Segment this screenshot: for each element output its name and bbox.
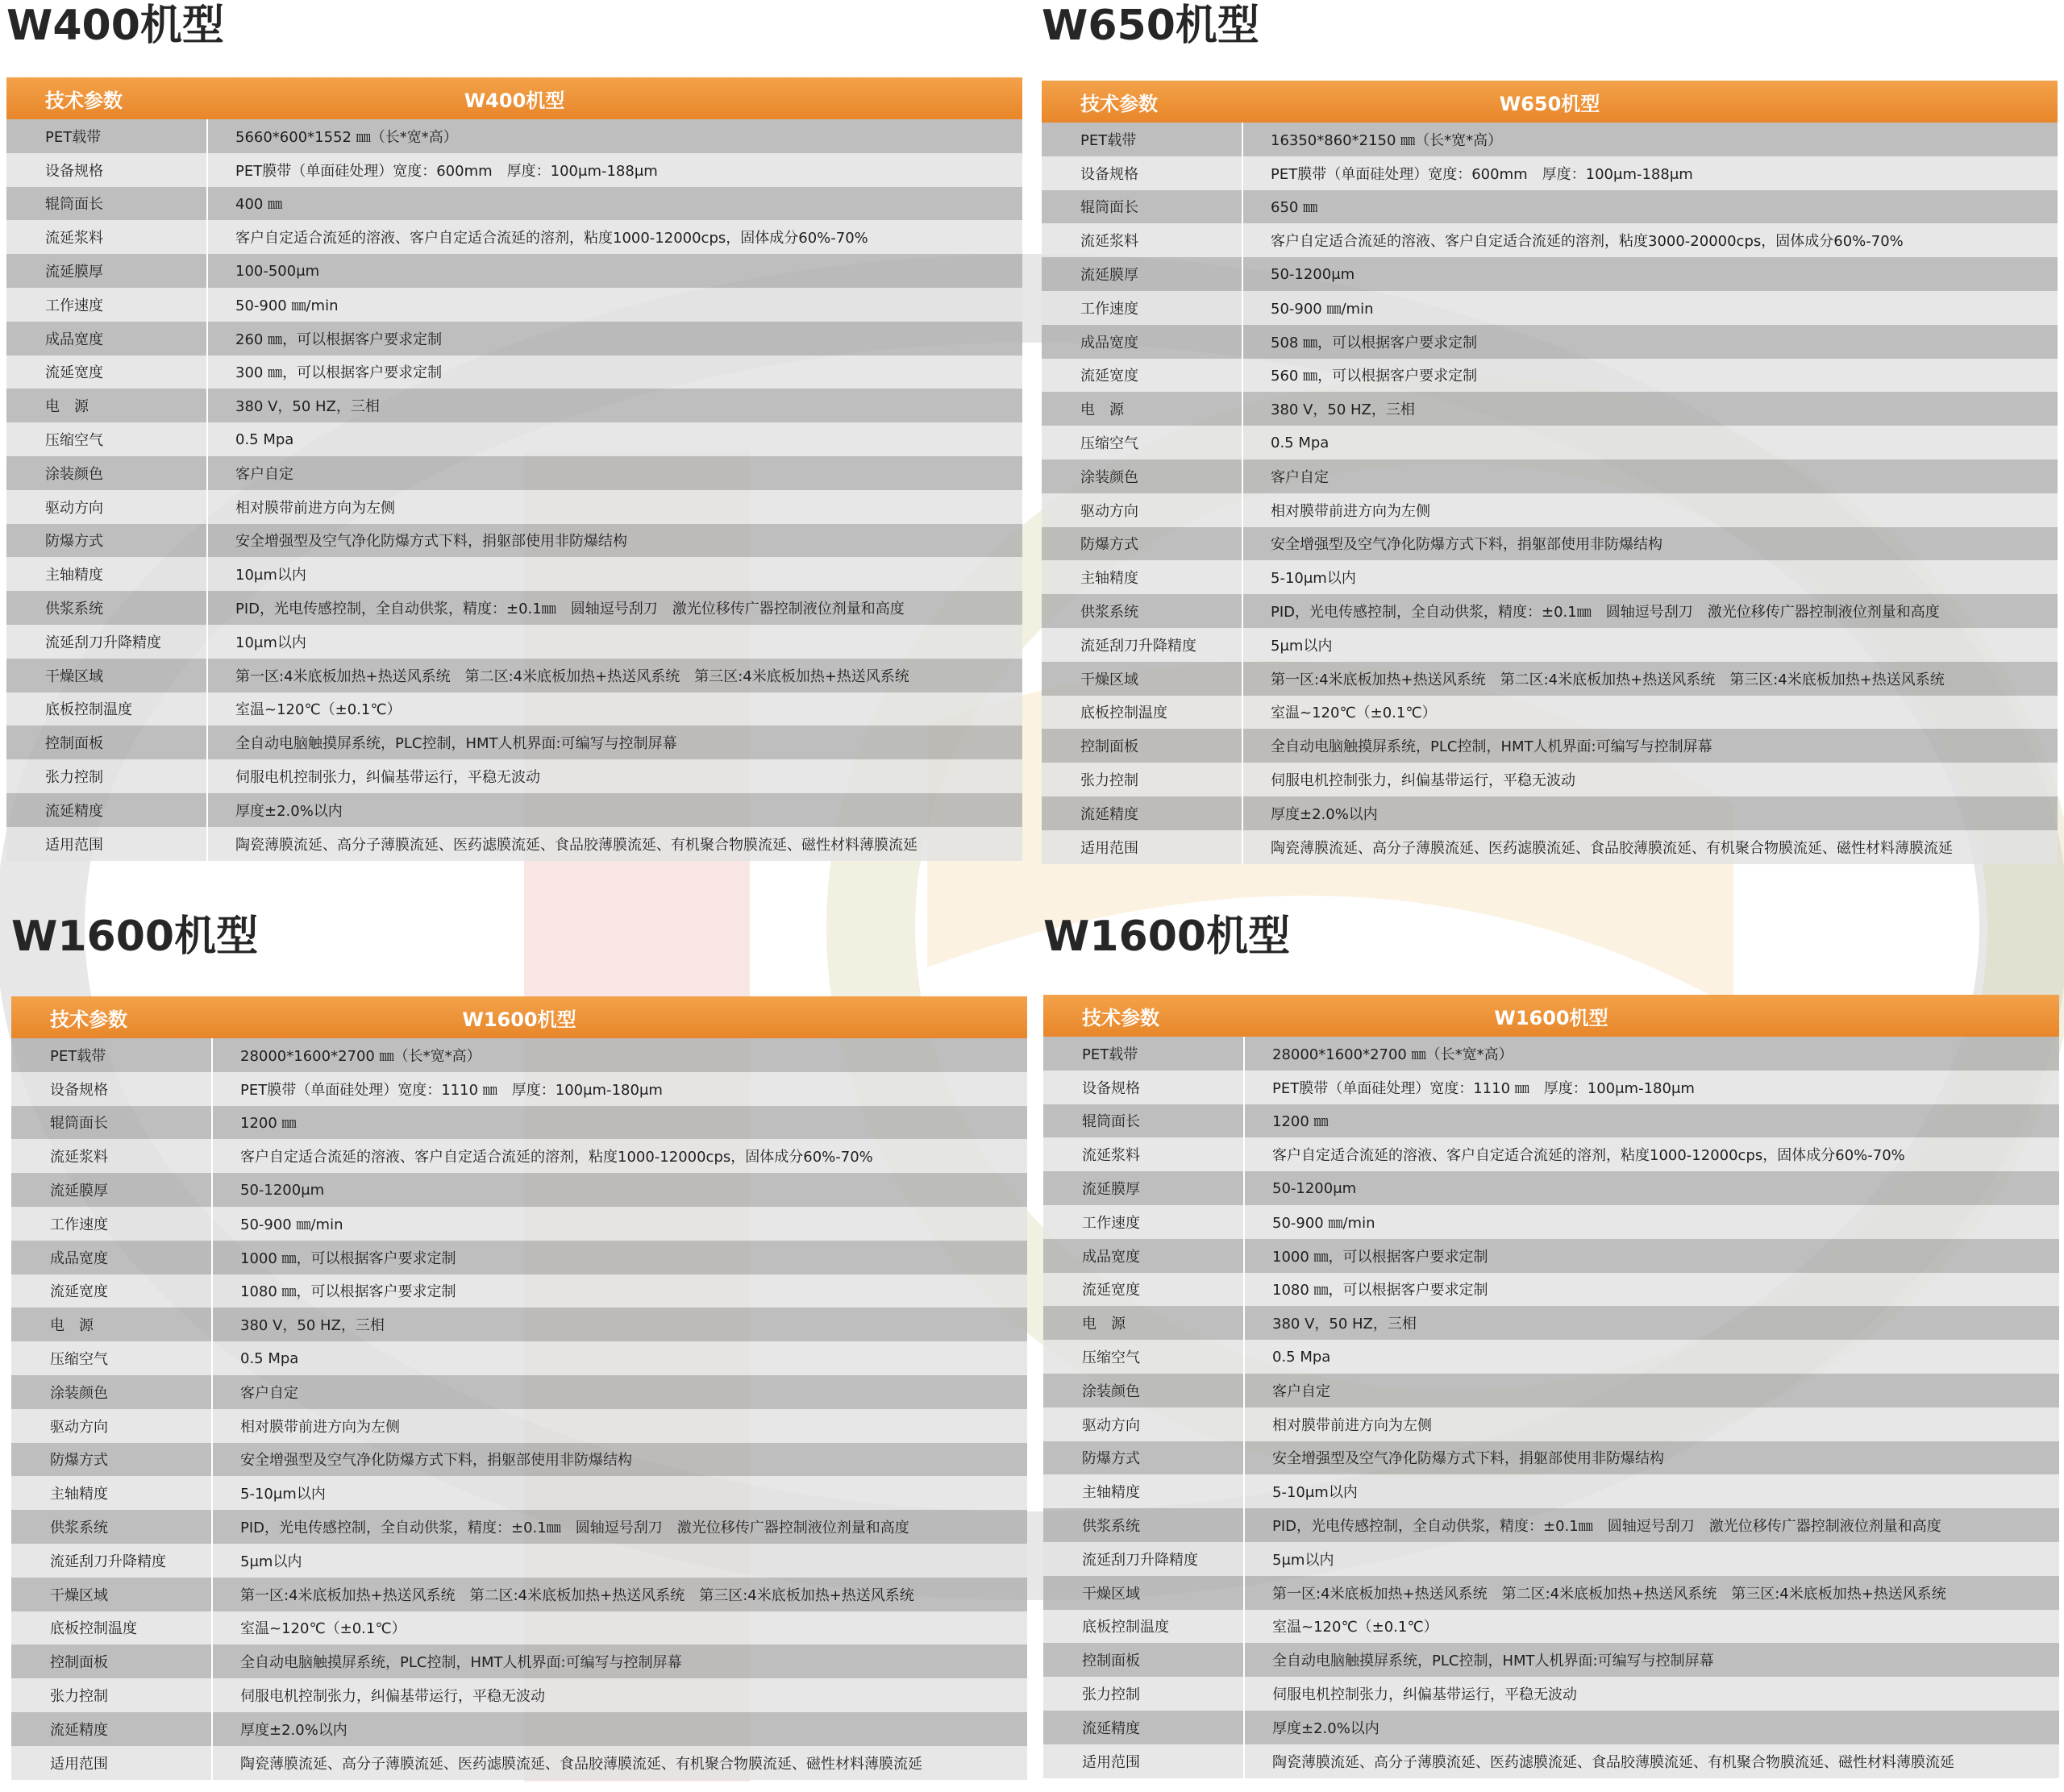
- table-row: [6, 288, 1022, 322]
- table-row: [6, 119, 1022, 153]
- param-value-cell: 50-900 ㎜/min: [235, 297, 339, 314]
- param-value-cell: PID，光电传感控制，全自动供浆，精度：±0.1㎜ 圆轴逗号刮刀 激光位移传广器控制液位剂量和高度: [235, 601, 905, 618]
- table-row: [6, 389, 1022, 422]
- param-name-cell: 电 源: [1042, 392, 1243, 426]
- param-value-cell: 厚度±2.0%以内: [235, 802, 343, 820]
- param-value-cell: 第一区:4米底板加热+热送风系统 第二区:4米底板加热+热送风系统 第三区:4米底板加热+热送风系统: [235, 667, 909, 685]
- table-row: [6, 187, 1022, 221]
- param-name-cell: 辊筒面长: [1043, 1104, 1245, 1138]
- param-name-cell: 流延膜厚: [6, 254, 208, 288]
- table-row: [6, 793, 1022, 827]
- param-value-cell: 560 ㎜，可以根据客户要求定制: [1271, 368, 1478, 385]
- param-name-cell: 适用范围: [1043, 1744, 1245, 1778]
- param-name-cell: 压缩空气: [1042, 426, 1243, 459]
- param-value-cell: 客户自定适合流延的溶液、客户自定适合流延的溶剂，粘度1000-12000cps，固体成分60%-70%: [1272, 1147, 1905, 1165]
- spec-table: [6, 77, 1022, 861]
- param-value-cell: 650 ㎜: [1271, 199, 1318, 217]
- param-name-cell: 流延刮刀升降精度: [1043, 1542, 1245, 1576]
- param-value-cell: 5-10μm以内: [240, 1486, 326, 1503]
- param-name-cell: 流延宽度: [1043, 1273, 1245, 1307]
- table-row: [11, 1274, 1027, 1308]
- table-row: [1042, 628, 2058, 662]
- param-name-cell: 流延精度: [11, 1712, 213, 1746]
- param-name-cell: 成品宽度: [1043, 1239, 1245, 1273]
- table-row: [11, 1611, 1027, 1645]
- table-row: [1042, 257, 2058, 291]
- table-row: [6, 254, 1022, 288]
- param-name-cell: PET载带: [1043, 1037, 1245, 1071]
- param-value-cell: 260 ㎜，可以根据客户要求定制: [235, 331, 443, 348]
- param-name-cell: 电 源: [1043, 1306, 1245, 1340]
- table-row: [1042, 426, 2058, 459]
- param-name-cell: 干燥区域: [11, 1578, 213, 1611]
- param-name-cell: 驱动方向: [6, 490, 208, 524]
- param-name-cell: 供浆系统: [11, 1510, 213, 1544]
- spec-table: [11, 996, 1027, 1780]
- table-row: [1043, 1306, 2059, 1340]
- param-value-cell: 0.5 Mpa: [1271, 434, 1330, 451]
- header-param-label: 技术参数: [45, 89, 123, 112]
- param-value-cell: PET膜带（单面硅处理）宽度：1110 ㎜ 厚度：100μm-180μm: [240, 1081, 663, 1099]
- param-name-cell: 流延宽度: [6, 355, 208, 389]
- table-row: [11, 1678, 1027, 1712]
- param-value-cell: 5-10μm以内: [1271, 570, 1356, 588]
- table-row: [1043, 1137, 2059, 1171]
- param-name-cell: 张力控制: [6, 759, 208, 793]
- param-value-cell: 伺服电机控制张力，纠偏基带运行，平稳无波动: [1272, 1686, 1577, 1704]
- param-name-cell: 设备规格: [1043, 1071, 1245, 1104]
- param-value-cell: 相对膜带前进方向为左侧: [235, 499, 395, 517]
- param-name-cell: 底板控制温度: [1043, 1610, 1245, 1644]
- param-value-cell: 5μm以内: [1271, 637, 1333, 655]
- param-name-cell: 压缩空气: [1043, 1340, 1245, 1374]
- param-name-cell: 流延宽度: [1042, 359, 1243, 393]
- param-name-cell: 适用范围: [6, 827, 208, 861]
- param-name-cell: 防爆方式: [11, 1443, 213, 1477]
- param-value-cell: 50-1200μm: [1271, 265, 1355, 283]
- param-value-cell: 室温~120℃（±0.1℃）: [1272, 1619, 1438, 1636]
- table-row: [6, 456, 1022, 490]
- param-name-cell: 适用范围: [11, 1746, 213, 1780]
- param-name-cell: 压缩空气: [11, 1341, 213, 1375]
- param-name-cell: 干燥区域: [1043, 1576, 1245, 1610]
- table-row: [6, 827, 1022, 861]
- table-row: [6, 220, 1022, 254]
- param-name-cell: PET载带: [11, 1038, 213, 1072]
- param-value-cell: 客户自定适合流延的溶液、客户自定适合流延的溶剂，粘度1000-12000cps，固体成分60%-70%: [240, 1149, 873, 1166]
- param-name-cell: 设备规格: [1042, 156, 1243, 190]
- param-value-cell: 陶瓷薄膜流延、高分子薄膜流延、医药滤膜流延、食品胶薄膜流延、有机聚合物膜流延、磁性材料薄膜流延: [240, 1755, 922, 1773]
- table-row: [1042, 696, 2058, 730]
- param-value-cell: 28000*1600*2700 ㎜（长*宽*高）: [1272, 1046, 1513, 1063]
- table-row: [1042, 560, 2058, 594]
- param-value-cell: 陶瓷薄膜流延、高分子薄膜流延、医药滤膜流延、食品胶薄膜流延、有机聚合物膜流延、磁性材料薄膜流延: [1272, 1753, 1954, 1771]
- header-model-label: W1600机型: [462, 1008, 576, 1031]
- param-name-cell: 供浆系统: [6, 591, 208, 625]
- param-name-cell: 张力控制: [1042, 763, 1243, 796]
- param-name-cell: 电 源: [11, 1308, 213, 1341]
- param-value-cell: 50-900 ㎜/min: [240, 1216, 343, 1233]
- param-name-cell: PET载带: [1042, 123, 1243, 156]
- table-row: [11, 1341, 1027, 1375]
- table-row: [1043, 1239, 2059, 1273]
- param-value-cell: 客户自定: [1271, 468, 1329, 486]
- param-value-cell: PID，光电传感控制，全自动供浆，精度：±0.1㎜ 圆轴逗号刮刀 激光位移传广器控制液位剂量和高度: [240, 1520, 909, 1537]
- param-value-cell: 1080 ㎜，可以根据客户要求定制: [1272, 1282, 1488, 1299]
- table-row: [1042, 796, 2058, 830]
- param-value-cell: 全自动电脑触摸屏系统，PLC控制，HMT人机界面:可编写与控制屏幕: [1271, 738, 1712, 756]
- param-value-cell: PID，光电传感控制，全自动供浆，精度：±0.1㎜ 圆轴逗号刮刀 激光位移传广器控制液位剂量和高度: [1272, 1518, 1941, 1536]
- param-name-cell: 驱动方向: [1042, 493, 1243, 527]
- param-name-cell: 成品宽度: [1042, 325, 1243, 359]
- table-row: [6, 490, 1022, 524]
- param-value-cell: 16350*860*2150 ㎜（长*宽*高）: [1271, 131, 1503, 149]
- param-value-cell: 相对膜带前进方向为左侧: [1271, 502, 1430, 520]
- param-name-cell: 流延膜厚: [1042, 257, 1243, 291]
- table-row: [1043, 1407, 2059, 1441]
- param-value-cell: 厚度±2.0%以内: [1271, 805, 1378, 823]
- param-name-cell: 流延宽度: [11, 1274, 213, 1308]
- table-row: [1043, 1340, 2059, 1374]
- param-value-cell: 安全增强型及空气净化防爆方式下料，捐躯部使用非防爆结构: [1272, 1450, 1664, 1468]
- param-name-cell: 底板控制温度: [11, 1611, 213, 1645]
- param-value-cell: 50-1200μm: [240, 1181, 325, 1199]
- table-row: [1042, 123, 2058, 156]
- table-row: [1043, 1071, 2059, 1104]
- param-name-cell: 辊筒面长: [6, 187, 208, 221]
- table-row: [6, 759, 1022, 793]
- table-body: [1042, 123, 2058, 864]
- param-value-cell: 10μm以内: [235, 634, 306, 651]
- param-value-cell: 28000*1600*2700 ㎜（长*宽*高）: [240, 1047, 481, 1065]
- param-value-cell: 50-900 ㎜/min: [1272, 1214, 1375, 1232]
- table-row: [11, 1375, 1027, 1409]
- param-name-cell: 主轴精度: [6, 557, 208, 591]
- param-name-cell: 流延浆料: [6, 220, 208, 254]
- table-row: [1042, 594, 2058, 628]
- table-row: [1042, 763, 2058, 796]
- header-model-label: W650机型: [1499, 92, 1600, 115]
- param-value-cell: 全自动电脑触摸屏系统，PLC控制，HMT人机界面:可编写与控制屏幕: [1272, 1653, 1714, 1670]
- table-row: [6, 726, 1022, 759]
- param-name-cell: 工作速度: [11, 1207, 213, 1241]
- param-name-cell: 设备规格: [11, 1072, 213, 1106]
- table-row: [6, 692, 1022, 726]
- param-name-cell: 工作速度: [6, 288, 208, 322]
- param-name-cell: 主轴精度: [1042, 560, 1243, 594]
- param-value-cell: 室温~120℃（±0.1℃）: [1271, 705, 1437, 722]
- table-row: [1043, 1374, 2059, 1407]
- header-param-label: 技术参数: [1080, 92, 1158, 115]
- table-row: [1042, 291, 2058, 325]
- param-name-cell: 涂装颜色: [1042, 459, 1243, 493]
- table-row: [11, 1746, 1027, 1780]
- param-value-cell: 400 ㎜: [235, 196, 283, 214]
- param-value-cell: 第一区:4米底板加热+热送风系统 第二区:4米底板加热+热送风系统 第三区:4米底板加热+热送风系统: [1272, 1585, 1946, 1603]
- param-value-cell: 客户自定: [1272, 1382, 1330, 1400]
- param-value-cell: PET膜带（单面硅处理）宽度：1110 ㎜ 厚度：100μm-180μm: [1272, 1079, 1695, 1097]
- param-name-cell: 流延刮刀升降精度: [1042, 628, 1243, 662]
- param-name-cell: 辊筒面长: [1042, 190, 1243, 224]
- table-header: [1042, 81, 2058, 123]
- param-value-cell: 全自动电脑触摸屏系统，PLC控制，HMT人机界面:可编写与控制屏幕: [240, 1654, 682, 1672]
- param-name-cell: 张力控制: [11, 1678, 213, 1712]
- param-value-cell: 508 ㎜，可以根据客户要求定制: [1271, 334, 1478, 351]
- param-name-cell: 防爆方式: [1043, 1441, 1245, 1475]
- param-name-cell: 流延精度: [1042, 796, 1243, 830]
- param-name-cell: 辊筒面长: [11, 1106, 213, 1140]
- table-row: [1042, 392, 2058, 426]
- param-value-cell: 380 V，50 HZ，三相: [1272, 1316, 1417, 1333]
- panel-title: W1600机型: [11, 913, 259, 961]
- param-value-cell: 安全增强型及空气净化防爆方式下料，捐躯部使用非防爆结构: [240, 1452, 632, 1470]
- table-row: [11, 1139, 1027, 1173]
- param-name-cell: 流延刮刀升降精度: [11, 1544, 213, 1578]
- table-row: [1043, 1711, 2059, 1744]
- param-value-cell: 0.5 Mpa: [1272, 1348, 1331, 1366]
- param-value-cell: 1000 ㎜，可以根据客户要求定制: [240, 1249, 456, 1267]
- param-name-cell: 涂装颜色: [6, 456, 208, 490]
- param-value-cell: 380 V，50 HZ，三相: [1271, 401, 1415, 419]
- param-name-cell: 涂装颜色: [11, 1375, 213, 1409]
- param-value-cell: 伺服电机控制张力，纠偏基带运行，平稳无波动: [1271, 772, 1575, 790]
- header-model-label: W400机型: [464, 89, 565, 112]
- param-name-cell: 张力控制: [1043, 1677, 1245, 1711]
- param-value-cell: 380 V，50 HZ，三相: [235, 398, 380, 416]
- param-value-cell: 1200 ㎜: [240, 1115, 297, 1133]
- param-value-cell: 客户自定: [235, 465, 293, 483]
- table-row: [11, 1038, 1027, 1072]
- table-row: [1043, 1643, 2059, 1677]
- param-value-cell: 伺服电机控制张力，纠偏基带运行，平稳无波动: [240, 1688, 545, 1706]
- param-value-cell: 伺服电机控制张力，纠偏基带运行，平稳无波动: [235, 769, 540, 787]
- panel-title: W650机型: [1042, 2, 1259, 50]
- param-value-cell: 1080 ㎜，可以根据客户要求定制: [240, 1283, 456, 1301]
- param-name-cell: 涂装颜色: [1043, 1374, 1245, 1407]
- table-row: [6, 153, 1022, 187]
- param-value-cell: 安全增强型及空气净化防爆方式下料，捐躯部使用非防爆结构: [235, 533, 627, 551]
- param-value-cell: 室温~120℃（±0.1℃）: [240, 1620, 406, 1638]
- param-name-cell: 防爆方式: [1042, 527, 1243, 561]
- header-param-label: 技术参数: [1082, 1006, 1159, 1029]
- table-header: [11, 996, 1027, 1038]
- table-row: [1043, 1441, 2059, 1475]
- param-name-cell: 流延浆料: [1042, 223, 1243, 257]
- table-header: [1043, 995, 2059, 1037]
- param-value-cell: PID，光电传感控制，全自动供浆，精度：±0.1㎜ 圆轴逗号刮刀 激光位移传广器控制液位剂量和高度: [1271, 604, 1940, 622]
- param-name-cell: 成品宽度: [11, 1241, 213, 1274]
- header-model-label: W1600机型: [1494, 1006, 1608, 1029]
- table-row: [1043, 1576, 2059, 1610]
- param-value-cell: 客户自定: [240, 1384, 298, 1402]
- param-name-cell: 主轴精度: [11, 1476, 213, 1510]
- table-row: [1042, 190, 2058, 224]
- table-row: [11, 1476, 1027, 1510]
- table-row: [1042, 223, 2058, 257]
- param-value-cell: 厚度±2.0%以内: [240, 1721, 347, 1739]
- param-name-cell: 供浆系统: [1043, 1508, 1245, 1542]
- param-value-cell: 0.5 Mpa: [235, 430, 294, 448]
- table-row: [1042, 325, 2058, 359]
- param-name-cell: 工作速度: [1043, 1205, 1245, 1239]
- param-name-cell: 控制面板: [1043, 1643, 1245, 1677]
- param-value-cell: 1000 ㎜，可以根据客户要求定制: [1272, 1248, 1488, 1266]
- param-name-cell: 底板控制温度: [6, 692, 208, 726]
- param-value-cell: 50-900 ㎜/min: [1271, 300, 1374, 318]
- param-value-cell: 全自动电脑触摸屏系统，PLC控制，HMT人机界面:可编写与控制屏幕: [235, 735, 677, 753]
- param-name-cell: 驱动方向: [11, 1409, 213, 1443]
- param-value-cell: 陶瓷薄膜流延、高分子薄膜流延、医药滤膜流延、食品胶薄膜流延、有机聚合物膜流延、磁性材料薄膜流延: [235, 836, 918, 854]
- spec-table: [1043, 995, 2059, 1778]
- table-row: [1043, 1171, 2059, 1205]
- table-row: [11, 1544, 1027, 1578]
- param-name-cell: PET载带: [6, 119, 208, 153]
- param-name-cell: 流延浆料: [1043, 1137, 1245, 1171]
- param-value-cell: 厚度±2.0%以内: [1272, 1719, 1379, 1737]
- table-row: [1042, 459, 2058, 493]
- param-value-cell: 陶瓷薄膜流延、高分子薄膜流延、医药滤膜流延、食品胶薄膜流延、有机聚合物膜流延、磁性材料薄膜流延: [1271, 839, 1953, 857]
- table-row: [11, 1644, 1027, 1678]
- param-value-cell: 安全增强型及空气净化防爆方式下料，捐躯部使用非防爆结构: [1271, 536, 1662, 554]
- param-name-cell: 流延精度: [1043, 1711, 1245, 1744]
- table-row: [1042, 729, 2058, 763]
- param-value-cell: 0.5 Mpa: [240, 1349, 299, 1367]
- table-row: [1043, 1677, 2059, 1711]
- param-value-cell: 客户自定适合流延的溶液、客户自定适合流延的溶剂，粘度3000-20000cps，固体成分60%-70%: [1271, 233, 1904, 251]
- panel-title: W1600机型: [1043, 913, 1291, 961]
- param-name-cell: 压缩空气: [6, 422, 208, 456]
- table-row: [6, 659, 1022, 692]
- param-name-cell: 防爆方式: [6, 524, 208, 558]
- param-value-cell: 5660*600*1552 ㎜（长*宽*高）: [235, 128, 458, 146]
- param-value-cell: 100-500μm: [235, 262, 320, 280]
- table-row: [6, 557, 1022, 591]
- table-row: [11, 1712, 1027, 1746]
- table-row: [6, 591, 1022, 625]
- table-row: [1043, 1104, 2059, 1138]
- param-value-cell: 1200 ㎜: [1272, 1113, 1329, 1131]
- table-row: [6, 322, 1022, 355]
- param-name-cell: 干燥区域: [6, 659, 208, 692]
- table-row: [6, 524, 1022, 558]
- table-row: [6, 422, 1022, 456]
- param-value-cell: PET膜带（单面硅处理）宽度：600mm 厚度：100μm-188μm: [1271, 165, 1693, 183]
- param-value-cell: PET膜带（单面硅处理）宽度：600mm 厚度：100μm-188μm: [235, 162, 658, 180]
- param-name-cell: 流延膜厚: [11, 1173, 213, 1207]
- param-name-cell: 成品宽度: [6, 322, 208, 355]
- param-value-cell: 客户自定适合流延的溶液、客户自定适合流延的溶剂，粘度1000-12000cps，固体成分60%-70%: [235, 230, 868, 247]
- table-row: [6, 625, 1022, 659]
- param-name-cell: 适用范围: [1042, 830, 1243, 864]
- table-row: [1043, 1474, 2059, 1508]
- param-value-cell: 300 ㎜，可以根据客户要求定制: [235, 364, 443, 382]
- param-name-cell: 驱动方向: [1043, 1407, 1245, 1441]
- param-name-cell: 控制面板: [11, 1644, 213, 1678]
- table-row: [1043, 1273, 2059, 1307]
- table-row: [1042, 493, 2058, 527]
- table-row: [1042, 830, 2058, 864]
- param-value-cell: 50-1200μm: [1272, 1179, 1357, 1197]
- table-row: [11, 1510, 1027, 1544]
- param-value-cell: 380 V，50 HZ，三相: [240, 1317, 385, 1335]
- table-body: [11, 1038, 1027, 1780]
- param-name-cell: 控制面板: [1042, 729, 1243, 763]
- table-row: [1042, 662, 2058, 696]
- param-name-cell: 主轴精度: [1043, 1474, 1245, 1508]
- table-body: [1043, 1037, 2059, 1778]
- table-row: [1042, 156, 2058, 190]
- table-row: [1043, 1744, 2059, 1778]
- param-name-cell: 流延浆料: [11, 1139, 213, 1173]
- table-row: [1043, 1037, 2059, 1071]
- table-row: [1043, 1205, 2059, 1239]
- table-row: [1042, 359, 2058, 393]
- spec-table: [1042, 81, 2058, 864]
- param-name-cell: 流延刮刀升降精度: [6, 625, 208, 659]
- param-value-cell: 5μm以内: [240, 1553, 302, 1570]
- table-row: [1043, 1610, 2059, 1644]
- table-row: [11, 1409, 1027, 1443]
- table-row: [11, 1241, 1027, 1274]
- table-row: [11, 1578, 1027, 1611]
- param-value-cell: 相对膜带前进方向为左侧: [1272, 1416, 1432, 1434]
- table-header: [6, 77, 1022, 119]
- header-param-label: 技术参数: [50, 1008, 127, 1031]
- table-row: [11, 1443, 1027, 1477]
- param-name-cell: 供浆系统: [1042, 594, 1243, 628]
- table-row: [11, 1308, 1027, 1341]
- table-row: [11, 1173, 1027, 1207]
- param-name-cell: 干燥区域: [1042, 662, 1243, 696]
- param-name-cell: 电 源: [6, 389, 208, 422]
- table-row: [11, 1106, 1027, 1140]
- param-name-cell: 控制面板: [6, 726, 208, 759]
- table-row: [11, 1072, 1027, 1106]
- table-row: [11, 1207, 1027, 1241]
- table-row: [6, 355, 1022, 389]
- param-value-cell: 10μm以内: [235, 567, 306, 584]
- param-value-cell: 相对膜带前进方向为左侧: [240, 1418, 400, 1436]
- param-name-cell: 设备规格: [6, 153, 208, 187]
- param-name-cell: 底板控制温度: [1042, 696, 1243, 730]
- table-row: [1043, 1542, 2059, 1576]
- param-value-cell: 第一区:4米底板加热+热送风系统 第二区:4米底板加热+热送风系统 第三区:4米底板加热+热送风系统: [1271, 671, 1945, 688]
- param-value-cell: 第一区:4米底板加热+热送风系统 第二区:4米底板加热+热送风系统 第三区:4米底板加热+热送风系统: [240, 1586, 914, 1604]
- param-name-cell: 流延精度: [6, 793, 208, 827]
- panel-title: W400机型: [6, 2, 224, 50]
- param-name-cell: 流延膜厚: [1043, 1171, 1245, 1205]
- param-value-cell: 5-10μm以内: [1272, 1484, 1358, 1502]
- param-name-cell: 工作速度: [1042, 291, 1243, 325]
- table-row: [1042, 527, 2058, 561]
- table-body: [6, 119, 1022, 861]
- param-value-cell: 5μm以内: [1272, 1551, 1334, 1569]
- table-row: [1043, 1508, 2059, 1542]
- param-value-cell: 室温~120℃（±0.1℃）: [235, 701, 402, 719]
